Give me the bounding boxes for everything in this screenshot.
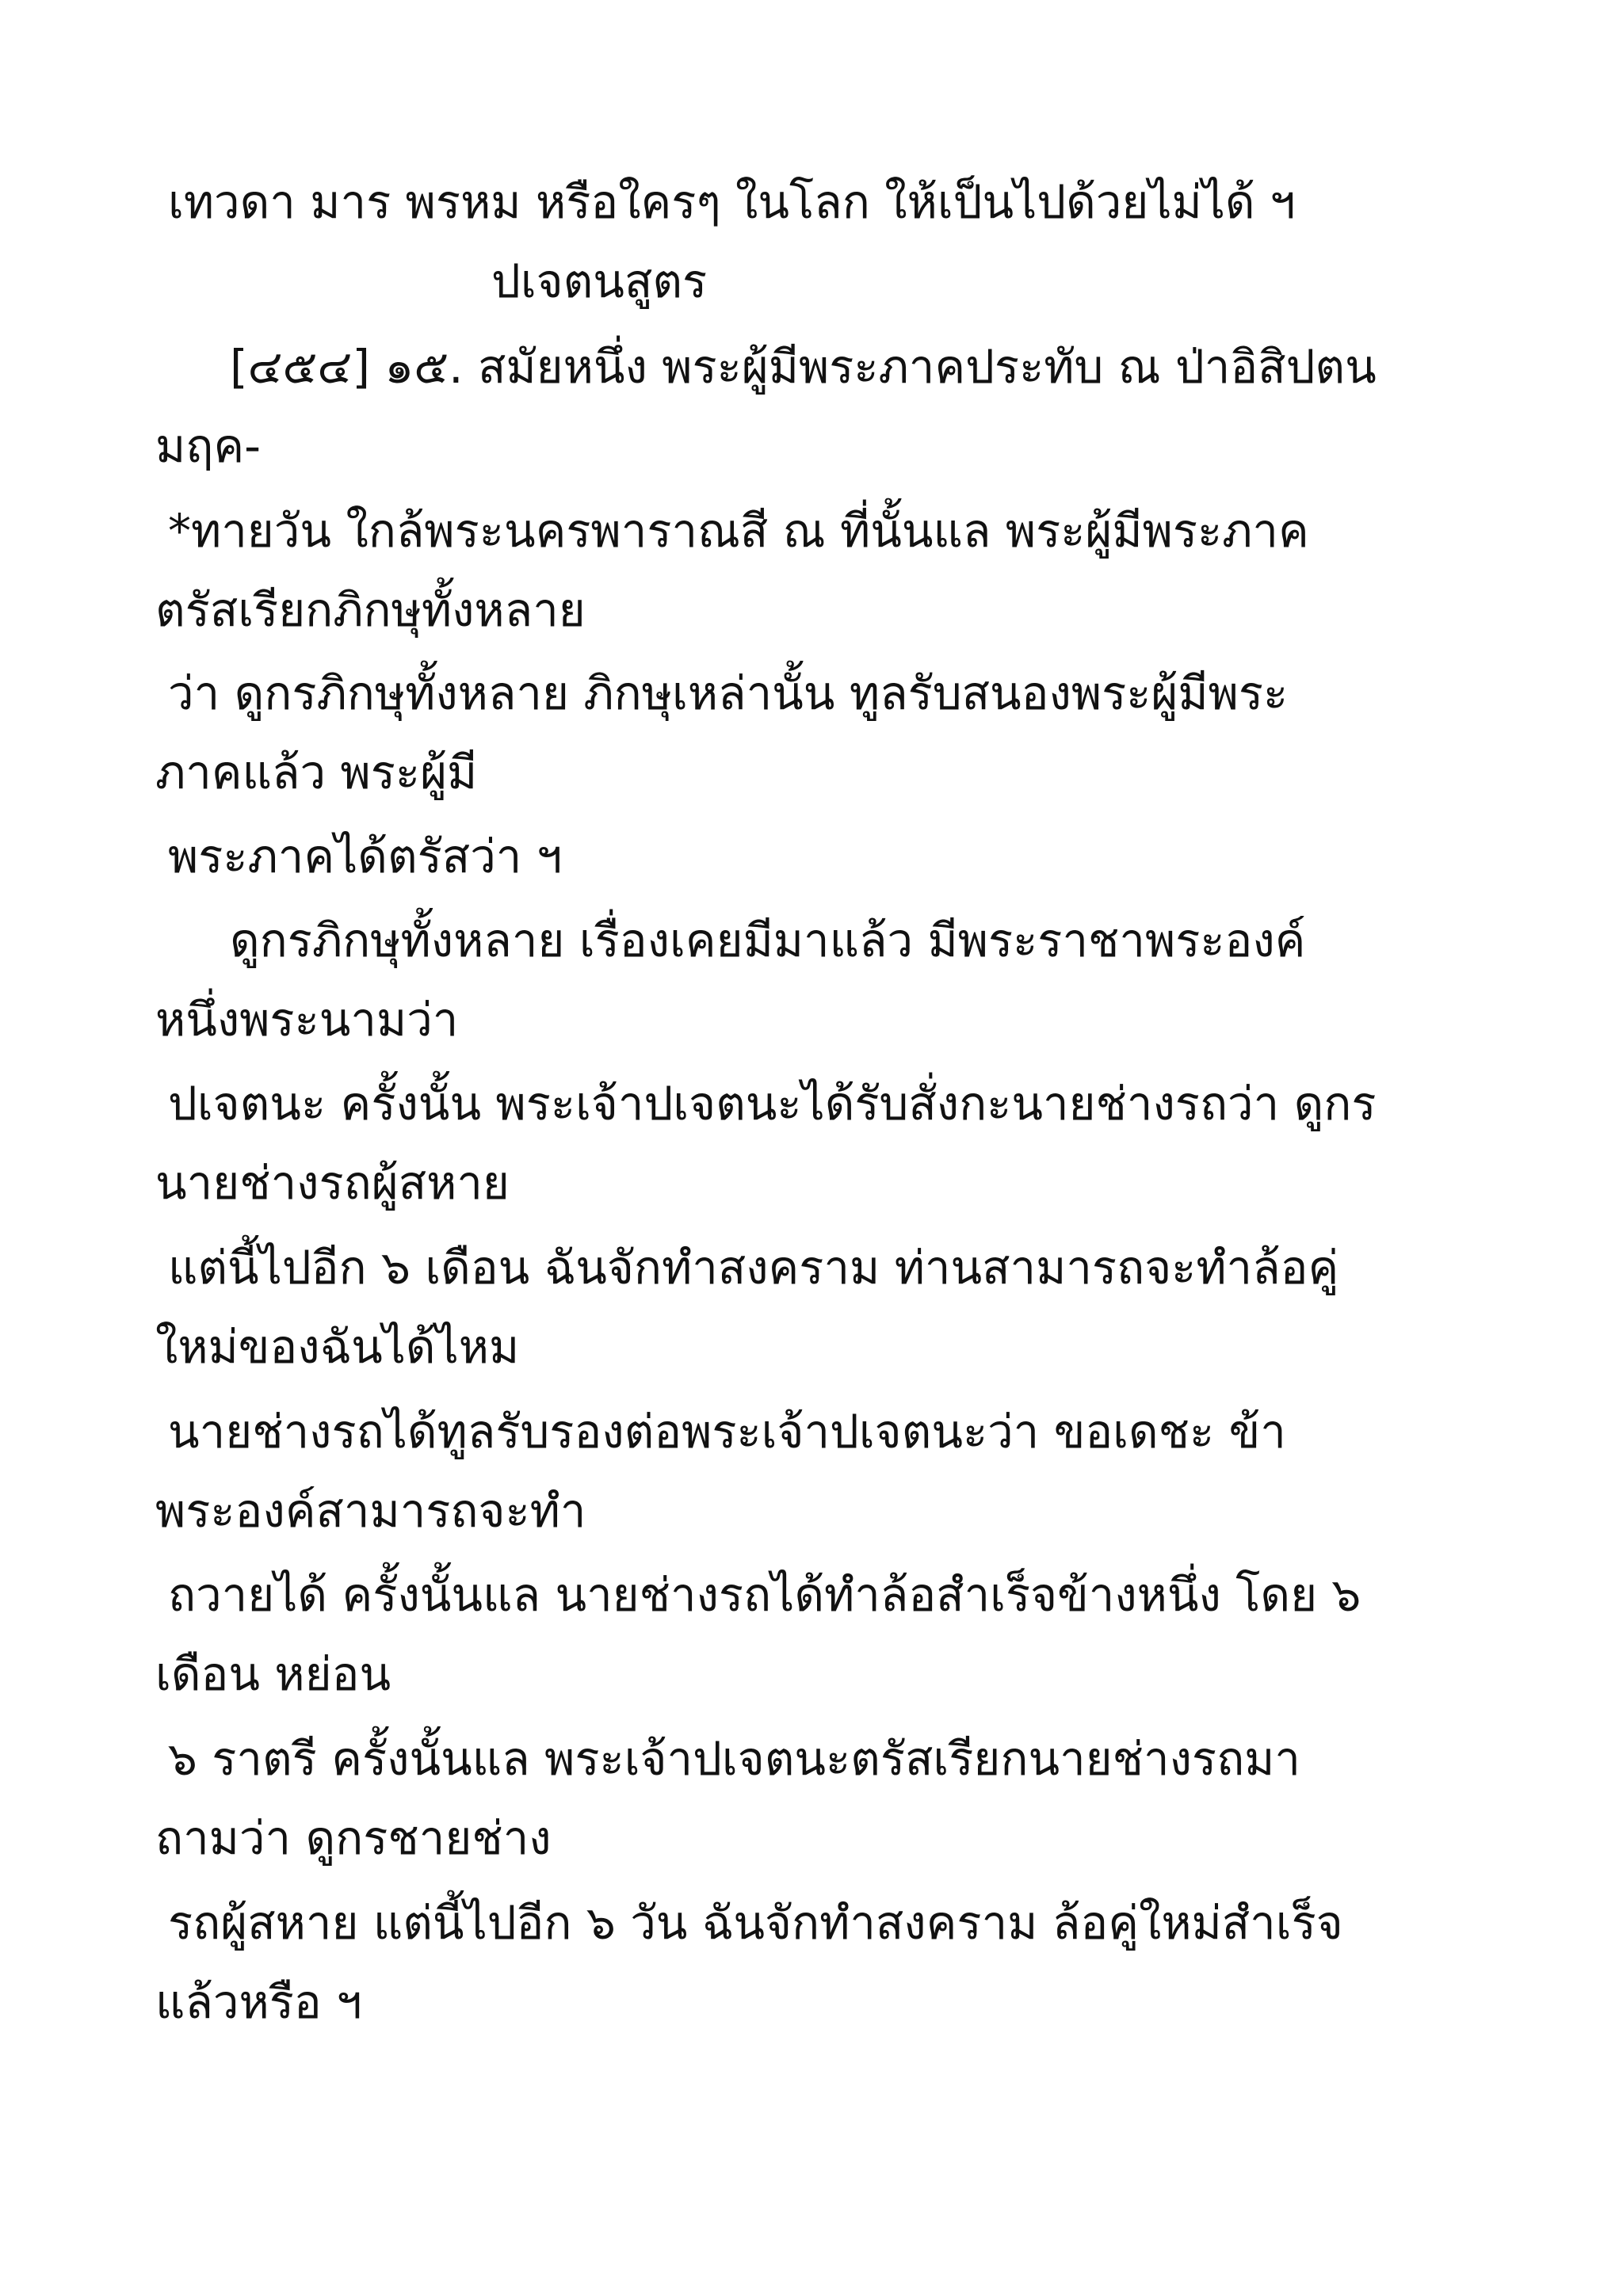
text-line: ว่า ดูกรภิกษุทั้งหลาย ภิกษุเหล่านั้น ทูลรับสนองพระผู้มีพระ: [168, 666, 1289, 720]
text-line: หนึ่งพระนามว่า: [155, 993, 459, 1047]
section-title: ปเจตนสูตร: [491, 254, 708, 308]
text-line: *ทายวัน ใกล้พระนครพาราณสี ณ ที่นั้นแล พระผู้มีพระภาค: [168, 504, 1309, 558]
text-line: ถามว่า ดูกรชายช่าง: [155, 1811, 552, 1865]
text-line: ถวายได้ ครั้งนั้นแล นายช่างรถได้ทำล้อสำเร็จข้างหนึ่ง โดย ๖: [168, 1568, 1361, 1622]
text-line: ภาคแล้ว พระผู้มี: [155, 746, 478, 799]
text-line: แต่นี้ไปอีก ๖ เดือน ฉันจักทำสงคราม ท่านสามารถจะทำล้อคู่: [168, 1241, 1339, 1295]
text-line: [๔๕๔] ๑๕. สมัยหนึ่ง พระผู้มีพระภาคประทับ ณ ป่าอิสิปตน: [230, 340, 1377, 394]
text-line: ตรัสเรียกภิกษุทั้งหลาย: [155, 583, 586, 637]
text-line: เทวดา มาร พรหม หรือใครๆ ในโลก ให้เป็นไปด้วยไม่ได้ ฯ: [168, 175, 1296, 229]
text-line: นายช่างรถได้ทูลรับรองต่อพระเจ้าปเจตนะว่า ขอเดชะ ข้า: [168, 1405, 1286, 1459]
text-line: ดูกรภิกษุทั้งหลาย เรื่องเคยมีมาแล้ว มีพระราชาพระองค์: [230, 913, 1306, 967]
text-line: แล้วหรือ ฯ: [155, 1975, 362, 2029]
text-line: นายช่างรถผู้สหาย: [155, 1156, 510, 1210]
text-line: ๖ ราตรี ครั้งนั้นแล พระเจ้าปเจตนะตรัสเรียกนายช่างรถมา: [168, 1732, 1300, 1786]
text-line: มฤค-: [155, 419, 262, 473]
text-line: พระองค์สามารถจะทำ: [155, 1484, 586, 1538]
text-line: ใหม่ของฉันได้ไหม: [155, 1320, 520, 1374]
text-line: รถผู้สหาย แต่นี้ไปอีก ๖ วัน ฉันจักทำสงคราม ล้อคู่ใหม่สำเร็จ: [168, 1896, 1343, 1950]
text-line: เดือน หย่อน: [155, 1647, 391, 1701]
text-line: พระภาคได้ตรัสว่า ฯ: [168, 830, 563, 883]
text-line: ปเจตนะ ครั้งนั้น พระเจ้าปเจตนะได้รับสั่งกะนายช่างรถว่า ดูกร: [168, 1077, 1377, 1131]
